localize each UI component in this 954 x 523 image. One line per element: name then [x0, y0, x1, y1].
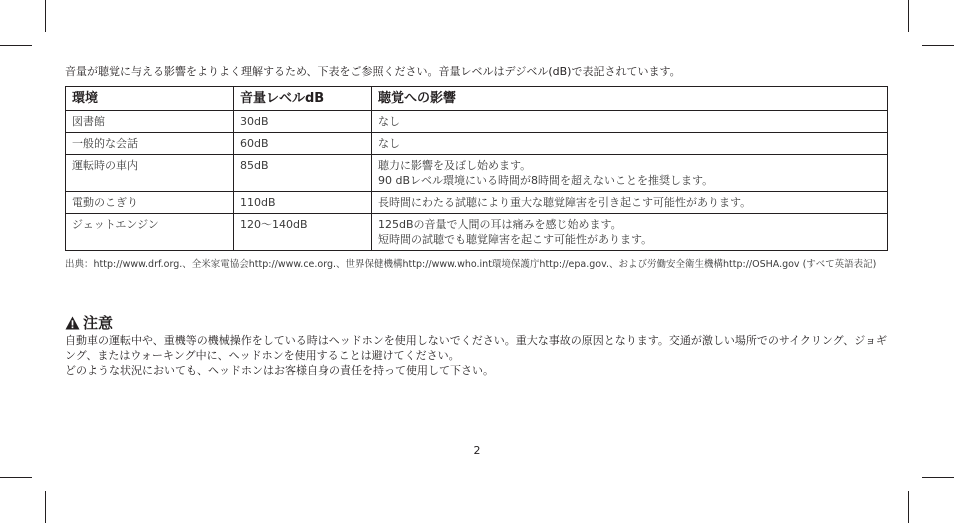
header-environment: 環境 — [66, 87, 234, 111]
cell-environment: 一般的な会話 — [66, 133, 234, 155]
crop-mark — [0, 45, 32, 46]
effect-line: 125dBの音量で人間の耳は痛みを感じ始めます。 — [378, 218, 622, 231]
cell-effect — [372, 192, 888, 214]
crop-mark — [45, 491, 46, 523]
cell-environment: 運転時の車内 — [66, 155, 234, 192]
caution-paragraph: 自動車の運転中や、重機等の機械操作をしている時はヘッドホンを使用しないでください。重大な事故の原因となります。交通が激しい場所でのサイクリング、ジョギング、またはウォーキング中に、ヘッドホンを使用することは避けてください。 — [65, 334, 888, 362]
cell-level: 60dB — [234, 133, 372, 155]
cell-environment: 電動のこぎり — [66, 192, 234, 214]
crop-mark — [908, 491, 909, 523]
warning-triangle-icon — [65, 316, 80, 330]
sound-level-table — [65, 86, 888, 251]
intro-text: 音量が聴覚に与える影響をよりよく理解するため、下表をご参照ください。音量レベルはデジベル(dB)で表記されています。 — [65, 65, 681, 78]
cell-level: 120〜140dB — [234, 214, 372, 251]
table-header-row — [66, 87, 888, 111]
crop-mark — [45, 0, 46, 32]
caution-section — [65, 314, 895, 378]
crop-mark — [0, 477, 32, 478]
crop-mark — [922, 477, 954, 478]
cell-environment: 図書館 — [66, 111, 234, 133]
header-effect: 聴覚への影響 — [372, 87, 888, 111]
table-row — [66, 155, 888, 192]
table-row — [66, 133, 888, 155]
effect-line: 聴力に影響を及ぼし始めます。 — [378, 159, 532, 172]
caution-paragraph: どのような状況においても、ヘッドホンはお客様自身の責任を持って使用して下さい。 — [65, 364, 494, 377]
effect-line: なし — [378, 115, 400, 128]
cell-effect — [372, 214, 888, 251]
header-level: 音量レベルdB — [234, 87, 372, 111]
cell-environment: ジェットエンジン — [66, 214, 234, 251]
cell-level: 30dB — [234, 111, 372, 133]
cell-effect — [372, 133, 888, 155]
crop-mark — [922, 45, 954, 46]
caution-body — [65, 333, 895, 378]
cell-effect — [372, 111, 888, 133]
effect-line: 長時間にわたる試聴により重大な聴覚障害を引き起こす可能性があります。 — [378, 196, 752, 209]
cell-level: 85dB — [234, 155, 372, 192]
effect-line: なし — [378, 137, 400, 150]
table-row — [66, 111, 888, 133]
caution-heading — [65, 314, 895, 332]
table-row — [66, 192, 888, 214]
cell-level: 110dB — [234, 192, 372, 214]
cell-effect — [372, 155, 888, 192]
page-number: 2 — [473, 444, 481, 457]
table-row — [66, 214, 888, 251]
effect-line: 90 dBレベル環境にいる時間が8時間を超えないことを推奨します。 — [378, 174, 714, 187]
source-citation: 出典：http://www.drf.org.、全米家電協会http://www.ce.org.、世界保健機構http://www.who.int環境保護庁http://epa.gov.、および労働安全衛生機構http://OSHA.gov (すべて英語表記) — [65, 259, 877, 270]
crop-mark — [908, 0, 909, 32]
effect-line: 短時間の試聴でも聴覚障害を起こす可能性があります。 — [378, 233, 653, 246]
caution-title: 注意 — [83, 314, 114, 332]
